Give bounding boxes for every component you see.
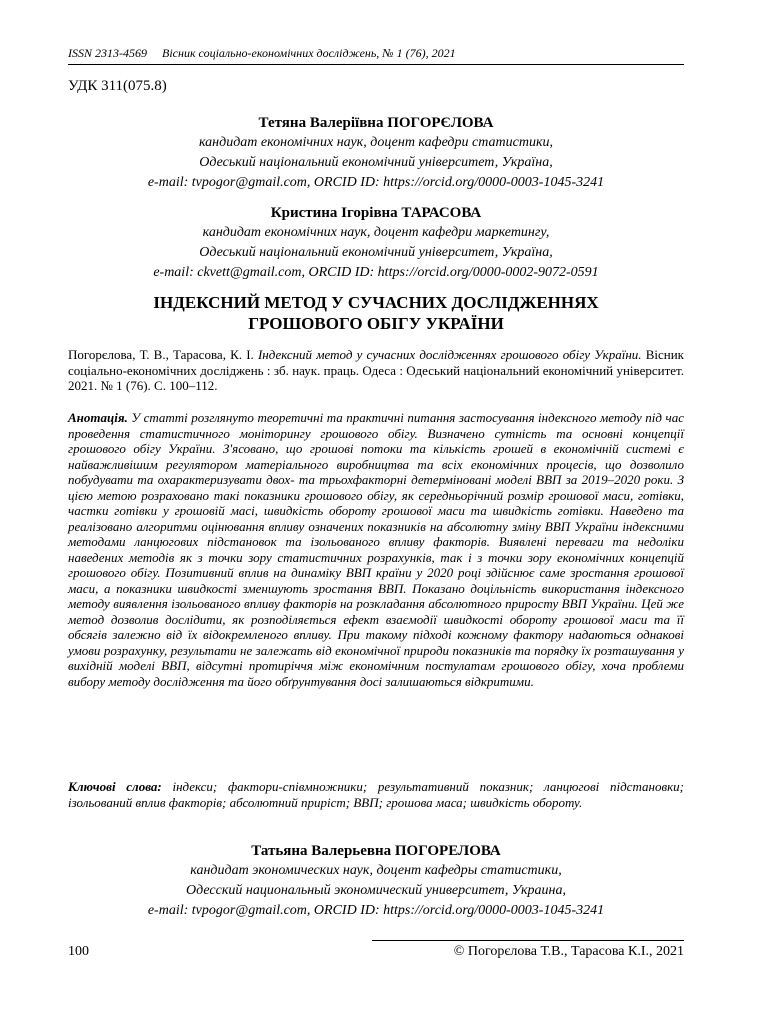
article-title-line-1: ІНДЕКСНИЙ МЕТОД У СУЧАСНИХ ДОСЛІДЖЕННЯХ xyxy=(153,293,599,312)
abstract-label: Анотація. xyxy=(68,410,128,425)
author-2-name: Кристина Ігорівна ТАРАСОВА xyxy=(270,205,482,221)
author-2-position: кандидат економічних наук, доцент кафедри маркетингу, xyxy=(202,225,550,240)
footer-divider xyxy=(372,940,684,941)
author-2-affiliation: Одеський національний економічний університет, Україна, xyxy=(199,245,553,260)
author-ru-name: Татьяна Валерьевна ПОГОРЕЛОВА xyxy=(251,843,501,859)
keywords xyxy=(68,779,684,810)
article-title-line-2: ГРОШОВОГО ОБІГУ УКРАЇНИ xyxy=(248,314,504,333)
citation-authors: Погорєлова, Т. В., Тарасова, К. І. xyxy=(68,347,258,362)
citation-title: Індексний метод у сучасних дослідженнях грошового обігу України. xyxy=(257,347,642,362)
citation xyxy=(68,347,684,394)
article-title xyxy=(68,292,684,334)
author-2-block xyxy=(68,204,684,283)
keywords-label: Ключові слова: xyxy=(68,779,162,794)
keywords-text: індекси; фактори-співмножники; результативний показник; ланцюгові підстановки; ізольований вплив факторів; абсолютний приріст; ВВП; грошова маса; швидкість обороту. xyxy=(68,779,684,810)
journal-header xyxy=(68,46,684,65)
page-number: 100 xyxy=(68,944,89,959)
author-1-contact: e-mail: tvpogor@gmail.com, ORCID ID: https://orcid.org/0000-0003-1045-3241 xyxy=(147,175,605,190)
abstract-text: У статті розглянуто теоретичні та практичні питання застосування індексного методу під час проведення статистичного моніторингу грошового обігу. Визначено сутність та основні концепції грошового обігу України. З'ясовано, що грошові потоки та кількість грошей в економічній системі є найважливішим регулятором матеріального виробництва та всіх економічних процесів, що дозволило побудувати та охарактеризувати двох- та трьохфакторні детерміновані моделі ВВП за 2019–2020 роки. З цією метою розраховано такі показники грошового обігу, як середньорічний розмір грошової маси, готівки, частки готівки у грошовій масі, швидкість обороту грошової маси та швидкість готівки. Наведено та реалізовано алгоритми оцінювання впливу означених показників на абсолютну зміну ВВП України індексними методами ланцюгових підстановок та ізольованого впливу факторів. Виявлені переваги та недоліки наведених методів як з точки зору статистичних розрахунків, так і з точки зору економічних концепцій грошового обігу. Позитивний вплив на динаміку ВВП країни у 2020 році здійснює саме зростання грошової маси, а показники швидкості зменшують зростання ВВП. Показано доцільність використання індексного методу виявлення ізольованого впливу факторів на розкладання абсолютного приросту ВВП України. Цей же метод дозволив дослідити, як розподіляється ефект взаємодії швидкості обороту грошової маси та її обсягів залежно від їх відокремленого впливу. При такому підході кожному фактору надаються однакові умови розрахунку, результати не залежать від економічної природи показників та порядку їх розташування у вихідній моделі ВВП, відсутні протиріччя між економічним постулатам грошового обігу, хоча проблеми вибору методу дослідження та його обґрунтування досі залишаються відкритими. xyxy=(68,410,684,689)
author-ru-block xyxy=(68,842,684,921)
author-1-name: Тетяна Валеріївна ПОГОРЄЛОВА xyxy=(258,115,494,131)
journal-header-text: ISSN 2313-4569 Вісник соціально-економічних досліджень, № 1 (76), 2021 xyxy=(68,46,456,60)
citation-source: Вісник соціально-економічних досліджень : зб. наук. праць. Одеса : Одеський національний економічний університет. 2021. № 1 (76). С. 100–112. xyxy=(68,347,684,393)
author-1-position: кандидат економічних наук, доцент кафедри статистики, xyxy=(198,135,553,150)
abstract xyxy=(68,410,684,689)
author-ru-position: кандидат экономических наук, доцент кафедры статистики, xyxy=(190,863,562,878)
author-1-block xyxy=(68,114,684,193)
author-ru-affiliation: Одесский национальный экономический университет, Украина, xyxy=(186,883,566,898)
author-2-contact: e-mail: ckvett@gmail.com, ORCID ID: https://orcid.org/0000-0002-9072-0591 xyxy=(153,265,599,280)
copyright-notice: © Погорєлова Т.В., Тарасова К.І., 2021 xyxy=(453,944,684,959)
author-ru-contact: e-mail: tvpogor@gmail.com, ORCID ID: https://orcid.org/0000-0003-1045-3241 xyxy=(147,903,605,918)
udk-code: УДК 311(075.8) xyxy=(68,78,167,94)
author-1-affiliation: Одеський національний економічний університет, Україна, xyxy=(199,155,553,170)
